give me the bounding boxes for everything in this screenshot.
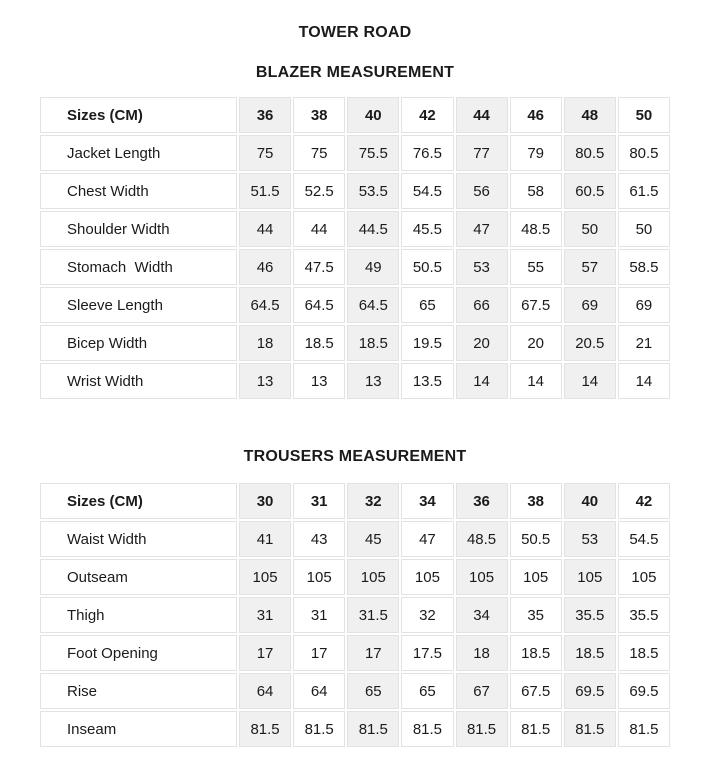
size-header-cell: 40 (347, 97, 399, 133)
measurement-value: 35.5 (564, 597, 616, 633)
measurement-value: 14 (564, 363, 616, 399)
measurement-value: 20 (456, 325, 508, 361)
measurement-value: 13 (347, 363, 399, 399)
measurement-value: 35 (510, 597, 562, 633)
measurement-value: 35.5 (618, 597, 670, 633)
row-label: Foot Opening (40, 635, 237, 671)
measurement-value: 43 (293, 521, 345, 557)
row-label: Wrist Width (40, 363, 237, 399)
measurement-value: 105 (347, 559, 399, 595)
measurement-value: 79 (510, 135, 562, 171)
measurement-value: 18.5 (564, 635, 616, 671)
size-header-cell: 38 (510, 483, 562, 519)
table-row (40, 635, 670, 671)
measurement-value: 46 (239, 249, 291, 285)
measurement-value: 45 (347, 521, 399, 557)
size-header-cell: 32 (347, 483, 399, 519)
measurement-value: 45.5 (401, 211, 453, 247)
measurement-value: 64.5 (293, 287, 345, 323)
table-row (40, 135, 670, 171)
measurement-value: 55 (510, 249, 562, 285)
row-label: Stomach Width (40, 249, 237, 285)
page-title: TOWER ROAD (298, 24, 412, 41)
measurement-value: 75 (239, 135, 291, 171)
measurement-value: 65 (347, 673, 399, 709)
measurement-value: 57 (564, 249, 616, 285)
blazer-section (0, 63, 710, 401)
measurement-value: 50.5 (510, 521, 562, 557)
measurement-value: 80.5 (618, 135, 670, 171)
measurement-value: 54.5 (401, 173, 453, 209)
measurement-value: 50 (564, 211, 616, 247)
measurement-value: 105 (293, 559, 345, 595)
measurement-value: 17 (293, 635, 345, 671)
measurement-value: 53 (456, 249, 508, 285)
measurement-value: 44 (293, 211, 345, 247)
measurement-value: 21 (618, 325, 670, 361)
measurement-value: 56 (456, 173, 508, 209)
row-label: Outseam (40, 559, 237, 595)
measurement-value: 105 (239, 559, 291, 595)
size-header-cell: 38 (293, 97, 345, 133)
measurement-value: 65 (401, 287, 453, 323)
measurement-value: 67 (456, 673, 508, 709)
size-header-cell: 42 (618, 483, 670, 519)
measurement-value: 14 (456, 363, 508, 399)
measurement-value: 77 (456, 135, 508, 171)
table-row (40, 559, 670, 595)
measurement-value: 18.5 (510, 635, 562, 671)
measurement-value: 69 (564, 287, 616, 323)
measurement-value: 61.5 (618, 173, 670, 209)
measurement-value: 50.5 (401, 249, 453, 285)
measurement-value: 64.5 (347, 287, 399, 323)
measurement-value: 75.5 (347, 135, 399, 171)
table-row (40, 249, 670, 285)
measurement-value: 69.5 (618, 673, 670, 709)
row-label: Rise (40, 673, 237, 709)
measurement-value: 13 (239, 363, 291, 399)
measurement-value: 81.5 (564, 711, 616, 747)
measurement-value: 76.5 (401, 135, 453, 171)
row-label: Waist Width (40, 521, 237, 557)
measurement-value: 44 (239, 211, 291, 247)
size-header-cell: 30 (239, 483, 291, 519)
measurement-value: 48.5 (456, 521, 508, 557)
table-row (40, 173, 670, 209)
table-row (40, 287, 670, 323)
measurement-value: 75 (293, 135, 345, 171)
table-row (40, 211, 670, 247)
table-row (40, 597, 670, 633)
measurement-value: 81.5 (293, 711, 345, 747)
blazer-measurement-table (38, 95, 672, 401)
measurement-value: 17 (239, 635, 291, 671)
measurement-value: 17 (347, 635, 399, 671)
measurement-value: 53 (564, 521, 616, 557)
measurement-value: 69.5 (564, 673, 616, 709)
measurement-value: 50 (618, 211, 670, 247)
measurement-value: 81.5 (510, 711, 562, 747)
measurement-value: 18 (239, 325, 291, 361)
trousers-section-title: TROUSERS MEASUREMENT (243, 448, 467, 465)
measurement-value: 13 (293, 363, 345, 399)
measurement-value: 52.5 (293, 173, 345, 209)
size-header-cell: 31 (293, 483, 345, 519)
measurement-value: 53.5 (347, 173, 399, 209)
size-header-cell: 48 (564, 97, 616, 133)
measurement-value: 47 (456, 211, 508, 247)
measurement-value: 64.5 (239, 287, 291, 323)
table-row (40, 673, 670, 709)
measurement-value: 19.5 (401, 325, 453, 361)
measurement-value: 105 (564, 559, 616, 595)
measurement-value: 14 (510, 363, 562, 399)
measurement-value: 81.5 (618, 711, 670, 747)
measurement-value: 31 (293, 597, 345, 633)
size-header-cell: 44 (456, 97, 508, 133)
measurement-value: 20 (510, 325, 562, 361)
row-label: Shoulder Width (40, 211, 237, 247)
measurement-value: 31.5 (347, 597, 399, 633)
trousers-measurement-table (38, 481, 672, 749)
size-header-cell: 50 (618, 97, 670, 133)
row-label: Bicep Width (40, 325, 237, 361)
measurement-value: 66 (456, 287, 508, 323)
measurement-value: 18.5 (347, 325, 399, 361)
size-header-cell: 36 (456, 483, 508, 519)
table-row (40, 711, 670, 747)
size-header-cell: 40 (564, 483, 616, 519)
measurement-value: 32 (401, 597, 453, 633)
header-row (40, 97, 670, 133)
measurement-value: 105 (456, 559, 508, 595)
measurement-value: 105 (618, 559, 670, 595)
header-row (40, 483, 670, 519)
measurement-value: 58 (510, 173, 562, 209)
measurement-value: 18.5 (293, 325, 345, 361)
measurement-value: 60.5 (564, 173, 616, 209)
measurement-value: 18.5 (618, 635, 670, 671)
measurement-value: 81.5 (239, 711, 291, 747)
measurement-value: 64 (239, 673, 291, 709)
measurement-value: 67.5 (510, 673, 562, 709)
measurement-value: 58.5 (618, 249, 670, 285)
measurement-value: 105 (401, 559, 453, 595)
sizes-header-cell: Sizes (CM) (40, 483, 237, 519)
measurement-value: 65 (401, 673, 453, 709)
size-header-cell: 34 (401, 483, 453, 519)
trousers-section (0, 447, 710, 749)
size-header-cell: 46 (510, 97, 562, 133)
measurement-value: 34 (456, 597, 508, 633)
measurement-value: 64 (293, 673, 345, 709)
table-row (40, 325, 670, 361)
size-header-cell: 36 (239, 97, 291, 133)
measurement-value: 20.5 (564, 325, 616, 361)
measurement-value: 48.5 (510, 211, 562, 247)
table-row (40, 521, 670, 557)
size-header-cell: 42 (401, 97, 453, 133)
sizes-header-cell: Sizes (CM) (40, 97, 237, 133)
row-label: Chest Width (40, 173, 237, 209)
measurement-value: 14 (618, 363, 670, 399)
measurement-value: 67.5 (510, 287, 562, 323)
measurement-value: 80.5 (564, 135, 616, 171)
blazer-section-title: BLAZER MEASUREMENT (255, 64, 455, 81)
measurement-value: 47.5 (293, 249, 345, 285)
measurement-value: 81.5 (456, 711, 508, 747)
row-label: Sleeve Length (40, 287, 237, 323)
measurement-value: 47 (401, 521, 453, 557)
measurement-value: 81.5 (347, 711, 399, 747)
measurement-value: 105 (510, 559, 562, 595)
row-label: Jacket Length (40, 135, 237, 171)
measurement-value: 69 (618, 287, 670, 323)
measurement-value: 54.5 (618, 521, 670, 557)
measurement-value: 51.5 (239, 173, 291, 209)
measurement-value: 13.5 (401, 363, 453, 399)
measurement-value: 17.5 (401, 635, 453, 671)
measurement-value: 31 (239, 597, 291, 633)
row-label: Inseam (40, 711, 237, 747)
measurement-value: 81.5 (401, 711, 453, 747)
row-label: Thigh (40, 597, 237, 633)
measurement-value: 44.5 (347, 211, 399, 247)
table-row (40, 363, 670, 399)
measurement-value: 49 (347, 249, 399, 285)
measurement-value: 41 (239, 521, 291, 557)
measurement-value: 18 (456, 635, 508, 671)
